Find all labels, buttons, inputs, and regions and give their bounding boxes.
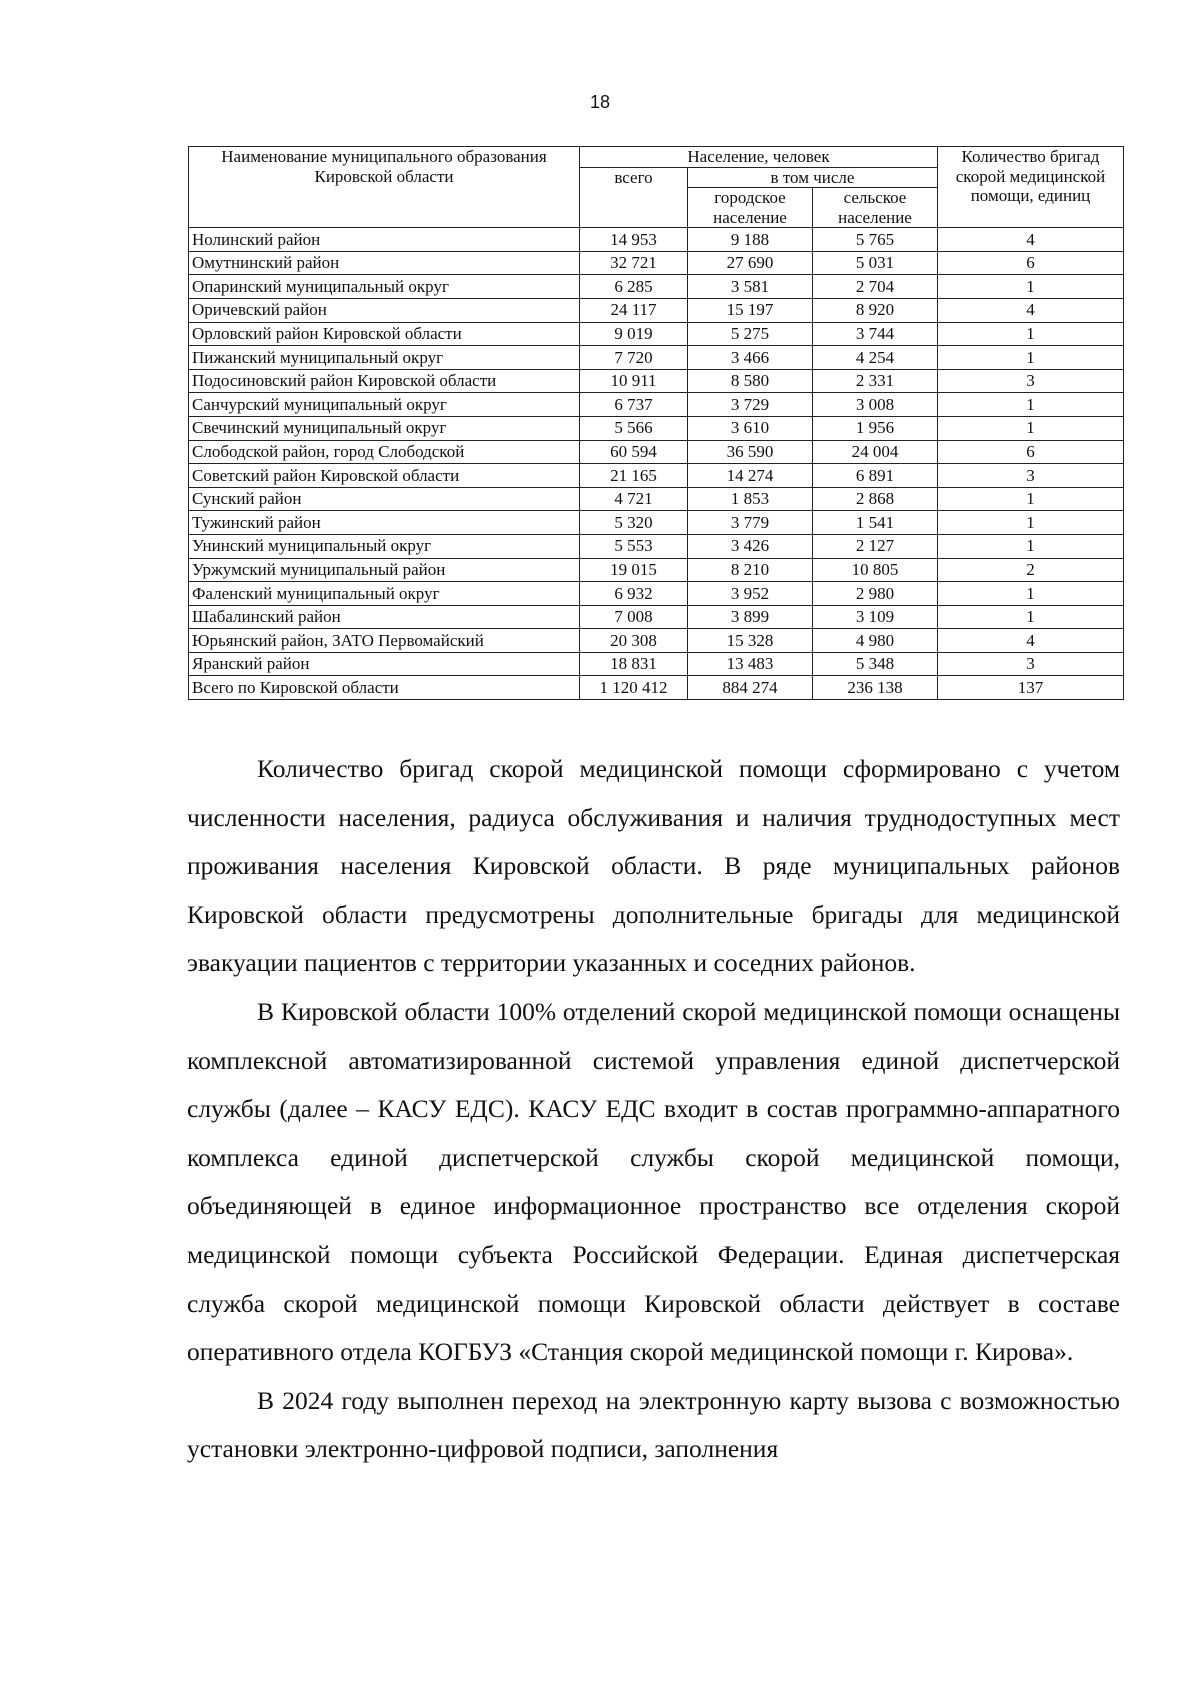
- cell-total: 14 953: [580, 228, 688, 252]
- cell-urban: 14 274: [688, 464, 813, 488]
- table-row: [189, 534, 1124, 558]
- table-row: [189, 629, 1124, 653]
- cell-urban: 8 210: [688, 558, 813, 582]
- cell-rural: 1 541: [813, 511, 938, 535]
- cell-total: 24 117: [580, 298, 688, 322]
- cell-name: Опаринский муниципальный округ: [189, 275, 580, 299]
- cell-rural: 2 868: [813, 487, 938, 511]
- table-row: [189, 676, 1124, 700]
- cell-name: Омутнинский район: [189, 251, 580, 275]
- paragraph: В Кировской области 100% отделений скорой медицинской помощи оснащены комплексной автоматизированной системой управления единой диспетчерской службы (далее – КАСУ ЕДС). КАСУ ЕДС входит в состав программно-аппаратного комплекса единой диспетчерской службы скорой медицинской помощи, объединяющей в единое информационное пространство все отделения скорой медицинской помощи субъекта Российской Федерации. Единая диспетчерская служба скорой медицинской помощи Кировской области действует в составе оперативного отдела КОГБУЗ «Станция скорой медицинской помощи г. Кирова».: [187, 996, 1120, 1367]
- cell-brigades: 1: [938, 487, 1124, 511]
- cell-urban: 1 853: [688, 487, 813, 511]
- cell-name: Шабалинский район: [189, 605, 580, 629]
- cell-name: Советский район Кировской области: [189, 464, 580, 488]
- cell-total: 10 911: [580, 369, 688, 393]
- table-row: [189, 558, 1124, 582]
- cell-rural: 2 704: [813, 275, 938, 299]
- cell-brigades: 1: [938, 322, 1124, 346]
- cell-urban: 9 188: [688, 228, 813, 252]
- cell-rural: 2 980: [813, 582, 938, 606]
- cell-total: 4 721: [580, 487, 688, 511]
- cell-brigades: 137: [938, 676, 1124, 700]
- cell-name: Орловский район Кировской области: [189, 322, 580, 346]
- cell-urban: 3 466: [688, 346, 813, 370]
- cell-total: 1 120 412: [580, 676, 688, 700]
- cell-rural: 1 956: [813, 416, 938, 440]
- header-population: Население, человек: [580, 147, 938, 168]
- cell-brigades: 1: [938, 534, 1124, 558]
- table-row: [189, 440, 1124, 464]
- cell-urban: 15 197: [688, 298, 813, 322]
- table-row: [189, 322, 1124, 346]
- cell-brigades: 2: [938, 558, 1124, 582]
- cell-brigades: 1: [938, 605, 1124, 629]
- cell-brigades: 1: [938, 346, 1124, 370]
- cell-urban: 27 690: [688, 251, 813, 275]
- cell-brigades: 4: [938, 629, 1124, 653]
- cell-rural: 3 744: [813, 322, 938, 346]
- header-total: всего: [580, 167, 688, 228]
- cell-urban: 3 426: [688, 534, 813, 558]
- cell-brigades: 1: [938, 582, 1124, 606]
- table-row: [189, 487, 1124, 511]
- cell-rural: 236 138: [813, 676, 938, 700]
- header-name: Наименование муниципального образования Кировской области: [189, 147, 580, 228]
- cell-rural: 5 031: [813, 251, 938, 275]
- cell-name: Юрьянский район, ЗАТО Первомайский: [189, 629, 580, 653]
- header-rural: сельское население: [813, 188, 938, 228]
- table-body: [189, 228, 1124, 700]
- cell-name: Слободской район, город Слободской: [189, 440, 580, 464]
- table-row: [189, 369, 1124, 393]
- cell-total: 9 019: [580, 322, 688, 346]
- table-row: [189, 511, 1124, 535]
- cell-total: 5 566: [580, 416, 688, 440]
- header-brigades: Количество бригад скорой медицинской помощи, единиц: [938, 147, 1124, 228]
- cell-brigades: 3: [938, 652, 1124, 676]
- cell-name: Тужинский район: [189, 511, 580, 535]
- cell-urban: 3 581: [688, 275, 813, 299]
- cell-urban: 3 899: [688, 605, 813, 629]
- cell-total: 5 320: [580, 511, 688, 535]
- table-row: [189, 228, 1124, 252]
- cell-rural: 4 980: [813, 629, 938, 653]
- cell-rural: 10 805: [813, 558, 938, 582]
- table-row: [189, 416, 1124, 440]
- cell-urban: 5 275: [688, 322, 813, 346]
- cell-name: Всего по Кировской области: [189, 676, 580, 700]
- cell-rural: 8 920: [813, 298, 938, 322]
- cell-name: Сунский район: [189, 487, 580, 511]
- cell-total: 18 831: [580, 652, 688, 676]
- cell-urban: 36 590: [688, 440, 813, 464]
- cell-brigades: 6: [938, 440, 1124, 464]
- cell-brigades: 1: [938, 416, 1124, 440]
- header-including: в том числе: [688, 167, 938, 188]
- cell-rural: 5 348: [813, 652, 938, 676]
- cell-urban: 3 729: [688, 393, 813, 417]
- cell-total: 60 594: [580, 440, 688, 464]
- cell-name: Уржумский муниципальный район: [189, 558, 580, 582]
- population-table: [188, 146, 1124, 700]
- cell-brigades: 4: [938, 298, 1124, 322]
- cell-total: 6 932: [580, 582, 688, 606]
- cell-urban: 13 483: [688, 652, 813, 676]
- header-urban: городское население: [688, 188, 813, 228]
- cell-brigades: 3: [938, 369, 1124, 393]
- cell-rural: 5 765: [813, 228, 938, 252]
- cell-total: 20 308: [580, 629, 688, 653]
- cell-urban: 884 274: [688, 676, 813, 700]
- cell-total: 19 015: [580, 558, 688, 582]
- cell-name: Санчурский муниципальный округ: [189, 393, 580, 417]
- cell-urban: 8 580: [688, 369, 813, 393]
- cell-total: 7 720: [580, 346, 688, 370]
- cell-total: 7 008: [580, 605, 688, 629]
- table-row: [189, 464, 1124, 488]
- cell-urban: 3 610: [688, 416, 813, 440]
- cell-brigades: 4: [938, 228, 1124, 252]
- cell-name: Яранский район: [189, 652, 580, 676]
- page-number: 18: [589, 92, 611, 112]
- cell-name: Свечинский муниципальный округ: [189, 416, 580, 440]
- cell-name: Пижанский муниципальный округ: [189, 346, 580, 370]
- table-row: [189, 582, 1124, 606]
- table-row: [189, 251, 1124, 275]
- paragraph: Количество бригад скорой медицинской помощи сформировано с учетом численности населения, радиуса обслуживания и наличия труднодоступных мест проживания населения Кировской области. В ряде муниципальных районов Кировской области предусмотрены дополнительные бригады для медицинской эвакуации пациентов с территории указанных и соседних районов.: [187, 754, 1120, 978]
- cell-urban: 3 779: [688, 511, 813, 535]
- cell-name: Нолинский район: [189, 228, 580, 252]
- cell-total: 21 165: [580, 464, 688, 488]
- table-row: [189, 346, 1124, 370]
- cell-brigades: 3: [938, 464, 1124, 488]
- cell-rural: 2 331: [813, 369, 938, 393]
- table-row: [189, 393, 1124, 417]
- cell-total: 6 285: [580, 275, 688, 299]
- cell-name: Фаленский муниципальный округ: [189, 582, 580, 606]
- cell-urban: 15 328: [688, 629, 813, 653]
- cell-rural: 3 109: [813, 605, 938, 629]
- cell-name: Подосиновский район Кировской области: [189, 369, 580, 393]
- table-row: [189, 298, 1124, 322]
- cell-brigades: 1: [938, 275, 1124, 299]
- paragraph: В 2024 году выполнен переход на электронную карту вызова с возможностью установки электронно-цифровой подписи, заполнения: [187, 1385, 1120, 1464]
- cell-rural: 24 004: [813, 440, 938, 464]
- cell-name: Оричевский район: [189, 298, 580, 322]
- cell-urban: 3 952: [688, 582, 813, 606]
- table-row: [189, 652, 1124, 676]
- cell-total: 32 721: [580, 251, 688, 275]
- cell-brigades: 1: [938, 511, 1124, 535]
- cell-total: 6 737: [580, 393, 688, 417]
- cell-rural: 4 254: [813, 346, 938, 370]
- body-text: [187, 745, 1120, 1474]
- cell-name: Унинский муниципальный округ: [189, 534, 580, 558]
- cell-rural: 3 008: [813, 393, 938, 417]
- cell-rural: 6 891: [813, 464, 938, 488]
- table-row: [189, 275, 1124, 299]
- cell-brigades: 1: [938, 393, 1124, 417]
- cell-total: 5 553: [580, 534, 688, 558]
- cell-rural: 2 127: [813, 534, 938, 558]
- cell-brigades: 6: [938, 251, 1124, 275]
- table-row: [189, 605, 1124, 629]
